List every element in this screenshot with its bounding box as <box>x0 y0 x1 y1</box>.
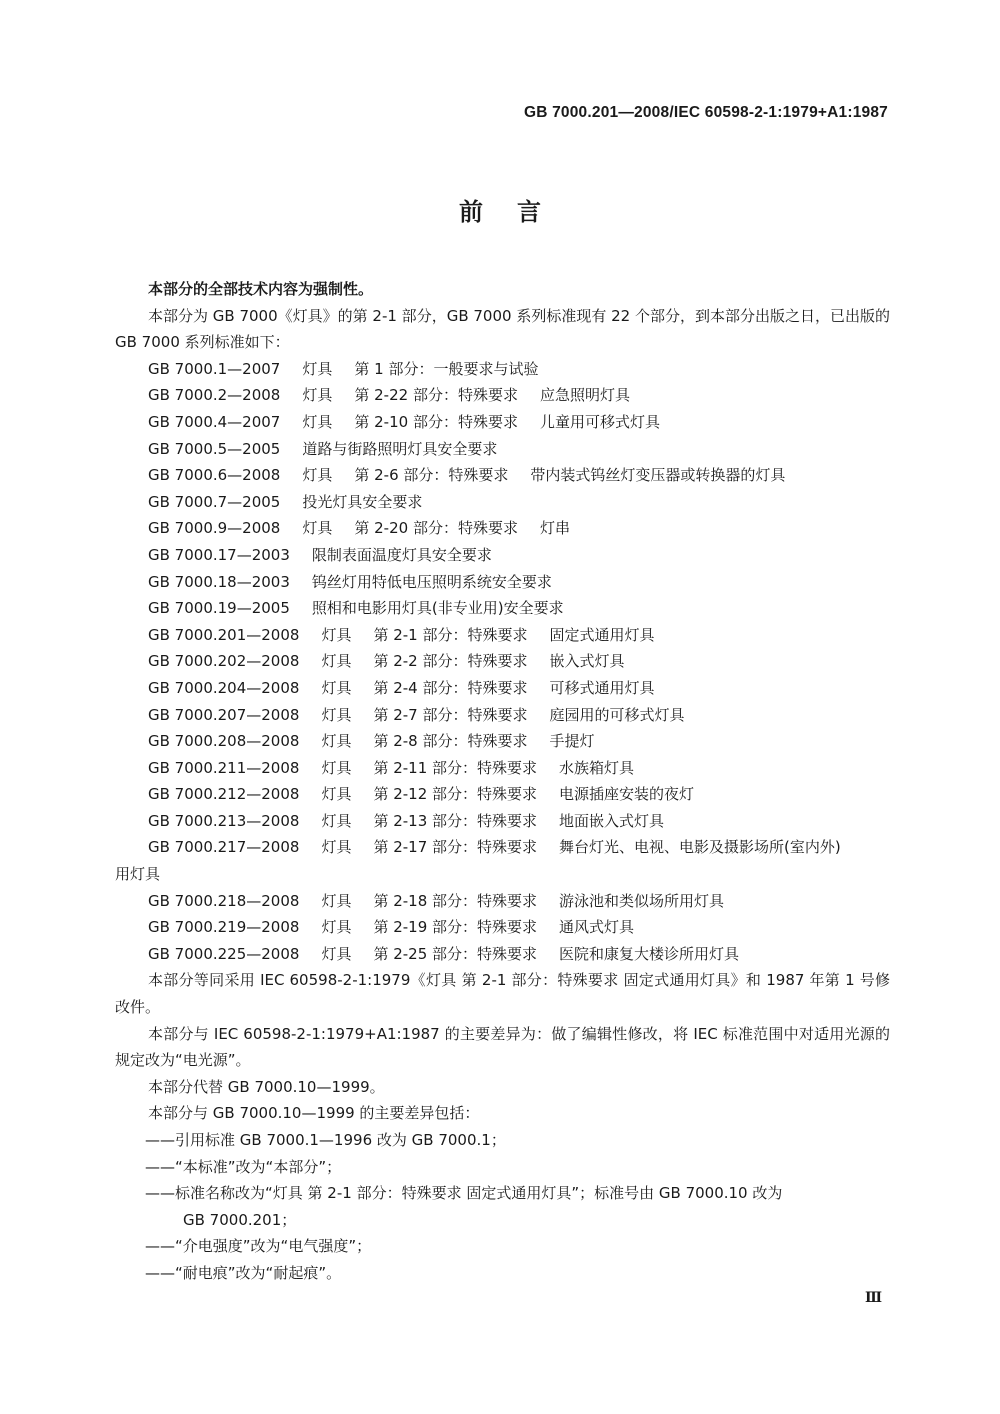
standard-part-b: 第 2-1 部分：特殊要求 <box>373 625 528 644</box>
standard-item <box>115 808 890 835</box>
paragraph-equivalence: 本部分等同采用 IEC 60598-2-1:1979《灯具 第 2-1 部分：特殊要求 固定式通用灯具》和 1987 年第 1 号修改件。 <box>115 971 890 1017</box>
document-header-code: GB 7000.201—2008/IEC 60598-2-1:1979+A1:1987 <box>523 104 888 121</box>
standard-part-a: 道路与街路照明灯具安全要求 <box>302 439 498 458</box>
standard-part-a: 灯具 <box>321 944 352 963</box>
standard-item <box>115 675 890 702</box>
standard-part-b: 第 2-18 部分：特殊要求 <box>373 891 538 910</box>
standard-part-c: 灯串 <box>539 519 570 538</box>
paragraph-mandatory: 本部分的全部技术内容为强制性。 <box>148 280 374 298</box>
standard-item <box>115 702 890 729</box>
standard-part-c: 嵌入式灯具 <box>549 652 625 671</box>
page-title: 前言 <box>459 198 575 226</box>
standard-item <box>115 595 890 622</box>
standard-part-a: 限制表面温度灯具安全要求 <box>311 545 492 564</box>
standard-item <box>115 356 890 383</box>
standard-item <box>115 569 890 596</box>
paragraph-differences-intro: 本部分与 GB 7000.10—1999 的主要差异包括： <box>148 1104 480 1123</box>
standard-part-a: 灯具 <box>321 705 352 724</box>
difference-item: ——“本标准”改为“本部分”； <box>145 1157 342 1176</box>
standard-code: GB 7000.201—2008 <box>148 625 300 644</box>
standard-part-b: 第 2-20 部分：特殊要求 <box>354 519 518 538</box>
standard-item <box>115 489 890 516</box>
standard-item <box>115 436 890 463</box>
standard-item <box>115 888 890 915</box>
standard-part-a: 灯具 <box>321 918 352 937</box>
standard-part-b: 第 2-19 部分：特殊要求 <box>373 918 538 937</box>
paragraph-main-differences-iec: 本部分与 IEC 60598-2-1:1979+A1:1987 的主要差异为：做了编辑性修改，将 IEC 标准范围中对适用光源的规定改为“电光源”。 <box>115 1024 890 1070</box>
standard-part-c: 应急照明灯具 <box>539 386 630 405</box>
standard-part-a: 照相和电影用灯具(非专业用)安全要求 <box>311 599 564 618</box>
standard-item <box>115 382 890 409</box>
standard-part-b: 第 2-7 部分：特殊要求 <box>373 705 528 724</box>
standard-item <box>115 409 890 436</box>
standard-code: GB 7000.202—2008 <box>148 652 300 671</box>
standard-part-b: 第 2-2 部分：特殊要求 <box>373 652 528 671</box>
standard-part-c: 医院和康复大楼诊所用灯具 <box>559 944 740 963</box>
standard-part-b: 第 2-8 部分：特殊要求 <box>373 732 528 751</box>
standard-code: GB 7000.5—2005 <box>148 439 281 458</box>
standard-part-a: 灯具 <box>321 758 352 777</box>
standard-part-b: 第 2-10 部分：特殊要求 <box>354 412 518 431</box>
standard-code: GB 7000.213—2008 <box>148 811 300 830</box>
standard-part-a: 灯具 <box>321 891 352 910</box>
difference-item: ——“耐电痕”改为“耐起痕”。 <box>145 1263 342 1282</box>
standard-part-a: 灯具 <box>321 811 352 830</box>
standard-part-a: 灯具 <box>302 359 333 378</box>
standard-code: GB 7000.2—2008 <box>148 386 281 405</box>
standard-part-a: 灯具 <box>302 386 333 405</box>
standard-code: GB 7000.217—2008 <box>148 838 300 857</box>
standard-code: GB 7000.17—2003 <box>148 545 290 564</box>
standard-part-b: 第 2-4 部分：特殊要求 <box>373 678 528 697</box>
standard-item <box>115 462 890 489</box>
standard-code: GB 7000.7—2005 <box>148 492 281 511</box>
standard-part-c: 手提灯 <box>549 732 595 751</box>
standard-item <box>115 515 890 542</box>
standards-list-tail <box>115 888 890 968</box>
standard-item <box>115 728 890 755</box>
standard-item-wrap-continuation: 用灯具 <box>115 865 161 884</box>
standard-part-c: 庭园用的可移式灯具 <box>549 705 685 724</box>
standard-part-c: 地面嵌入式灯具 <box>559 811 665 830</box>
paragraph-series-intro: 本部分为 GB 7000《灯具》的第 2-1 部分，GB 7000 系列标准现有 22 个部分，到本部分出版之日，已出版的 GB 7000 系列标准如下： <box>115 306 890 352</box>
standard-part-a: 灯具 <box>321 625 352 644</box>
standards-list <box>115 356 890 835</box>
standard-part-a: 灯具 <box>321 785 352 804</box>
standard-item <box>115 755 890 782</box>
standard-part-b: 第 2-22 部分：特殊要求 <box>354 386 518 405</box>
standard-code: GB 7000.1—2007 <box>148 359 281 378</box>
standard-item <box>115 648 890 675</box>
standard-part-a: 灯具 <box>302 519 333 538</box>
standard-code: GB 7000.225—2008 <box>148 944 300 963</box>
standard-part-c: 电源插座安装的夜灯 <box>559 785 695 804</box>
standard-code: GB 7000.9—2008 <box>148 519 281 538</box>
standard-part-a: 灯具 <box>321 838 352 857</box>
standard-item <box>115 941 890 968</box>
standard-part-a: 灯具 <box>321 652 352 671</box>
standard-code: GB 7000.18—2003 <box>148 572 290 591</box>
standard-item <box>115 542 890 569</box>
standard-code: GB 7000.219—2008 <box>148 918 300 937</box>
standard-part-a: 投光灯具安全要求 <box>302 492 423 511</box>
standard-code: GB 7000.211—2008 <box>148 758 300 777</box>
standard-item-wrap <box>115 834 890 861</box>
standard-code: GB 7000.204—2008 <box>148 678 300 697</box>
standard-part-b: 第 2-17 部分：特殊要求 <box>373 838 538 857</box>
standard-code: GB 7000.4—2007 <box>148 412 281 431</box>
standard-part-b: 第 2-25 部分：特殊要求 <box>373 944 538 963</box>
standard-code: GB 7000.207—2008 <box>148 705 300 724</box>
paragraph-replaces: 本部分代替 GB 7000.10—1999。 <box>148 1077 385 1096</box>
standard-item <box>115 914 890 941</box>
standard-item <box>115 622 890 649</box>
standard-part-a: 灯具 <box>321 732 352 751</box>
standard-part-b: 第 1 部分：一般要求与试验 <box>354 359 539 378</box>
difference-item-continuation: GB 7000.201； <box>183 1210 297 1229</box>
standard-code: GB 7000.212—2008 <box>148 785 300 804</box>
standard-part-a: 钨丝灯用特低电压照明系统安全要求 <box>311 572 552 591</box>
standard-part-b: 第 2-13 部分：特殊要求 <box>373 811 538 830</box>
difference-item: ——标准名称改为“灯具 第 2-1 部分：特殊要求 固定式通用灯具”；标准号由 GB 7000.10 改为 <box>145 1184 783 1203</box>
standard-part-c: 可移式通用灯具 <box>549 678 655 697</box>
standard-part-c: 固定式通用灯具 <box>549 625 655 644</box>
document-body <box>115 276 890 1287</box>
page-number: Ⅲ <box>864 1290 882 1306</box>
standard-part-c: 通风式灯具 <box>559 918 635 937</box>
standard-part-c: 舞台灯光、电视、电影及摄影场所(室内外) <box>559 838 841 857</box>
standard-code: GB 7000.218—2008 <box>148 891 300 910</box>
standard-part-b: 第 2-11 部分：特殊要求 <box>373 758 538 777</box>
standard-part-c: 游泳池和类似场所用灯具 <box>559 891 725 910</box>
standard-code: GB 7000.208—2008 <box>148 732 300 751</box>
standard-part-a: 灯具 <box>302 466 333 485</box>
standard-code: GB 7000.6—2008 <box>148 466 281 485</box>
difference-item: ——引用标准 GB 7000.1—1996 改为 GB 7000.1； <box>145 1131 506 1149</box>
standard-part-c: 带内装式钨丝灯变压器或转换器的灯具 <box>530 466 786 485</box>
standard-part-a: 灯具 <box>321 678 352 697</box>
difference-item: ——“介电强度”改为“电气强度”； <box>145 1237 372 1256</box>
standard-part-b: 第 2-12 部分：特殊要求 <box>373 785 538 804</box>
standard-part-c: 水族箱灯具 <box>559 758 635 777</box>
standard-part-b: 第 2-6 部分：特殊要求 <box>354 466 509 485</box>
standard-code: GB 7000.19—2005 <box>148 599 290 618</box>
standard-item <box>115 781 890 808</box>
standard-part-a: 灯具 <box>302 412 333 431</box>
standard-part-c: 儿童用可移式灯具 <box>539 412 660 431</box>
